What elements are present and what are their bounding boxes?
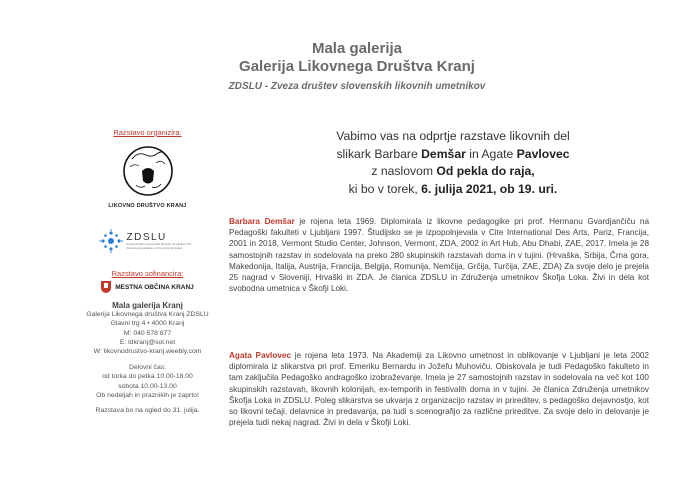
bio-text: je rojena leta 1973. Na Akademiji za Likovno umetnost in oblikovanje v Ljubljani je leta 2002 diplomirala iz slikarstva pri prof. Emeriku Bernardu in Jožefu Muhoviču. Obiskovala je tudi Pedagoško fakulteto in tam zaključila Pedagoško andragoško izobraževanje. Imela je 27 samostojnih razstav in sodelovala na več kot 100 skupinskih razstavah, likovnih kolonijah, ex-temporih in festivalih doma in v tujini. Je članica Združenja umetnikov Škofja Loka in ZDSLU. Poleg slikarstva se ukvarja z organizacijo razstav in prireditev, s pedagoško dejavnostjo, kot so likovni tečaji, delavnice in predavanja, pa tudi s scenografijo za različne prireditve. Za svoje delo in delovanje je prejela tudi nekaj nagrad. Živi in dela v Škofji Loki. [229, 351, 649, 428]
likovno-drustvo-logo [118, 141, 178, 201]
likovno-drustvo-label: LIKOVNO DRUŠTVO KRANJ [108, 203, 187, 209]
bio-text: je rojena leta 1969. Diplomirala iz likovne pedagogike pri prof. Hermanu Gvardjančiču na Pedagoški fakulteti v Ljubljani 1997. Študijsko se je izpopolnjevala v Cite International Des Arts, Pariz, Francija, 2001 in 2018, Vermont Studio Center, Johnson, Vermont, ZDA, 2002 in Art Hub, Abu Dhabi, ZAE, 2017. Imela je 28 samostojnih razstav in sodelovala na preko 280 skupinskih razstavah doma in v tujini. (Hrvaška, Srbija, Črna gora, Makedonija, Italija, Austrija, Francija, Belgija, Romunija, Nemčija, Grčija, Turčija, ZAE, ZDA) Za svoje delo je prejela 25 nagrad v Sloveniji, Hrvaški in ZDA. Je članica ZDSLU in Združenja umetnikov Škofja Loka. Živi in dela kot svobodna umetnica v Škofji Loki. [229, 217, 649, 294]
artist-surname-2: Pavlovec [516, 146, 570, 161]
exhibition-until: Razstava bo na ogled do 31. julija. [95, 407, 200, 415]
organizer-label: Razstavo organizira: [113, 128, 182, 137]
bio-name: Barbara Demšar [229, 217, 295, 226]
crest-icon [101, 281, 111, 293]
contact-phone: M: 040 578 877 [123, 329, 172, 337]
artist-surname-1: Demšar [421, 146, 466, 161]
invite-line-2: slikark Barbare Demšar in Agate Pavlovec [336, 146, 570, 161]
hours-saturday: sobota 10.00-13.00 [118, 382, 177, 390]
contact-address: Glavni trg 4 • 4000 Kranj [110, 320, 185, 328]
hours-title: Delovni čas: [128, 364, 167, 372]
zdslu-logo [80, 229, 215, 253]
contact-website[interactable]: W: likovnodrustvo-kranj.weebly.com [93, 348, 202, 356]
invite-line-1: Vabimo vas na odprtje razstave likovnih del [336, 129, 570, 143]
opening-date: 6. julija 2021, ob 19. uri. [421, 181, 558, 196]
bio-pavlovec [229, 350, 649, 428]
sidebar [80, 128, 215, 414]
gallery-subtitle: Galerija Likovnega Društva Kranj [239, 58, 475, 75]
contact-name: Mala galerija Kranj [112, 301, 183, 310]
zdslu-name: ZDSLU [126, 232, 167, 243]
cofinancer-label: Razstavo sofinancira: [111, 269, 184, 278]
header [0, 40, 680, 95]
bio-demsar [229, 216, 649, 294]
zdslu-subtitle: Zveza društev slovenskih likovnih umetnikov The Slovene Association of Fine Arts Societies [126, 242, 192, 250]
invitation [228, 128, 678, 198]
invite-line-3: z naslovom Od pekla do raja, [371, 164, 535, 178]
zdslu-dots-icon [99, 229, 123, 253]
mestna-obcina-name: MESTNA OBČINA KRANJ [115, 283, 194, 291]
hours-closed: Ob nedeljah in praznikih je zaprto! [96, 391, 199, 399]
contact-line: Galerija Likovnega društva Kranj ZDSLU [86, 311, 209, 319]
exhibition-title: Od pekla do raja, [436, 164, 535, 178]
gallery-title: Mala galerija [311, 40, 403, 57]
hours-weekdays: od torka do petka 10.00-18.00 [102, 373, 193, 381]
mestna-obcina-logo [80, 281, 215, 293]
association-line: ZDSLU - Zveza društev slovenskih likovnih umetnikov [228, 81, 486, 92]
bio-name: Agata Pavlovec [229, 351, 291, 360]
contact-block [80, 301, 215, 356]
contact-email[interactable]: E: ldkranj@sol.net [119, 338, 176, 346]
invite-line-4: ki bo v torek, 6. julija 2021, ob 19. uri. [348, 181, 558, 196]
opening-hours [80, 363, 215, 400]
